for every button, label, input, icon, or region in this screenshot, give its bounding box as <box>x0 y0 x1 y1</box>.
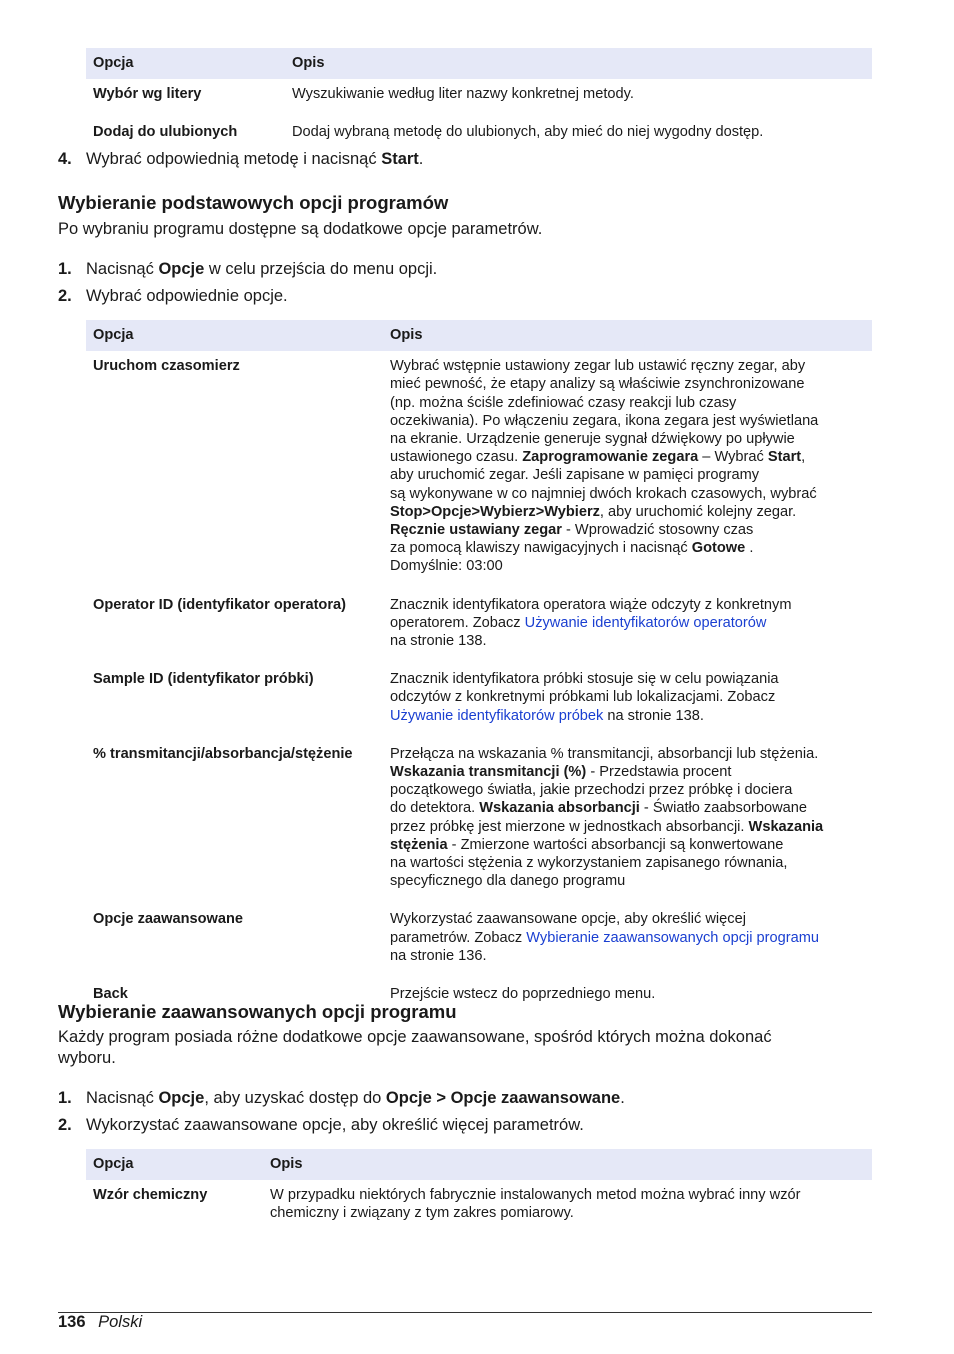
page-number: 136 <box>58 1313 86 1331</box>
link-advanced-options[interactable]: Wybieranie zaawansowanych opcji programu <box>526 929 819 946</box>
option-description: Wykorzystać zaawansowane opcje, aby określić więcej parametrów. Zobacz Wybieranie zaawansowanych opcji programu na stronie 136. <box>390 911 819 964</box>
table-header-option: Opcja <box>86 48 285 79</box>
section-heading: Wybieranie podstawowych opcji programów <box>58 192 449 213</box>
step-text: Wykorzystać zaawansowane opcje, aby określić więcej parametrów. <box>86 1116 584 1134</box>
options-table-1 <box>86 48 872 156</box>
footer-divider <box>58 1312 872 1313</box>
option-description: W przypadku niektórych fabrycznie instalowanych metod można wybrać inny wzór chemiczny i związany z tym zakres pomiarowy. <box>270 1187 801 1222</box>
table-row <box>86 351 872 589</box>
table-row <box>86 79 872 117</box>
section-heading: Wybieranie zaawansowanych opcji programu <box>58 1001 457 1022</box>
table-header-description: Opis <box>285 48 872 79</box>
section-intro: Po wybraniu programu dostępne są dodatkowe opcje parametrów. <box>58 220 543 238</box>
table-row <box>86 904 872 979</box>
option-name: Wzór chemiczny <box>93 1187 208 1204</box>
option-name: Operator ID (identyfikator operatora) <box>93 596 346 613</box>
step-text: Wybrać odpowiednie opcje. <box>86 287 288 305</box>
table-header-description: Opis <box>383 320 872 351</box>
option-name: Opcje zaawansowane <box>93 911 244 928</box>
option-description: Dodaj wybraną metodę do ulubionych, aby mieć do niej wygodny dostęp. <box>292 124 764 141</box>
option-description: Wyszukiwanie według liter nazwy konkretnej metody. <box>292 86 634 103</box>
step-text: Wybrać odpowiednią metodę i nacisnąć Start. <box>86 150 424 168</box>
step-number: 1. <box>58 1089 72 1107</box>
option-description: Znacznik identyfikatora próbki stosuje się w celu powiązania odczytów z konkretnymi próbkami lub lokalizacjami. Zobacz Używanie identyfikatorów próbek na stronie 138. <box>390 671 779 724</box>
option-name: Back <box>93 986 128 1003</box>
step-number: 4. <box>58 150 72 168</box>
table-row <box>86 590 872 665</box>
footer-language: Polski <box>98 1313 143 1331</box>
option-description: Przejście wstecz do poprzedniego menu. <box>390 986 656 1003</box>
link-operator-ids[interactable]: Używanie identyfikatorów operatorów <box>524 614 767 631</box>
option-description: Przełącza na wskazania % transmitancji, absorbancji lub stężenia. Wskazania transmitancji (%) - Przedstawia procent początkowego światła, jakie przechodzi przez próbkę i dociera do detektora. Wskazania absorbancji - Światło zaabsorbowane przez próbkę jest mierzone w jednostkach absorbancji. Wskazania stężenia - Zmierzone wartości absorbancji są konwertowane na wartości stężenia z wykorzystaniem zapisanego równania, specyficznego dla danego programu <box>390 745 824 890</box>
option-name: Wybór wg litery <box>93 86 202 103</box>
table-row <box>86 739 872 905</box>
option-name: Sample ID (identyfikator próbki) <box>93 671 314 688</box>
table-header-description: Opis <box>263 1149 872 1180</box>
options-table-3 <box>86 1149 872 1237</box>
step-text: Nacisnąć Opcje, aby uzyskać dostęp do Opcje > Opcje zaawansowane. <box>86 1089 625 1107</box>
table-row <box>86 1180 872 1236</box>
table-row <box>86 664 872 739</box>
option-description: Znacznik identyfikatora operatora wiąże odczyty z konkretnym operatorem. Zobacz Używanie identyfikatorów operatorów na stronie 138. <box>390 596 792 650</box>
table-header-option: Opcja <box>86 320 383 351</box>
options-table-2 <box>86 320 872 1017</box>
option-name: Uruchom czasomierz <box>93 358 240 375</box>
table-header-option: Opcja <box>86 1149 263 1180</box>
step-text: Nacisnąć Opcje w celu przejścia do menu opcji. <box>86 260 438 278</box>
option-description: Wybrać wstępnie ustawiony zegar lub ustawić ręczny zegar, aby mieć pewność, że etapy analizy są właściwie zsynchronizowane (np. można ściśle zdefiniować czasy reakcji lub czasy oczekiwania). Po włączeniu zegara, ikona zegara jest wyświetlana na ekranie. Urządzenie generuje sygnał dźwiękowy po upływie ustawionego czasu. Zaprogramowanie zegara – Wybrać Start, aby uruchomić zegar. Jeśli zapisane w pamięci programy są wykonywane w co najmniej dwóch krokach czasowych, wybrać Stop>Opcje>Wybierz>Wybierz, aby uruchomić kolejny zegar. Ręcznie ustawiany zegar - Wprowadzić stosowny czas za pomocą klawiszy nawigacyjnych i nacisnąć Gotowe . Domyślnie: 03:00 <box>390 358 819 575</box>
section-intro: Każdy program posiada różne dodatkowe opcje zaawansowane, spośród których można dokonać wyboru. <box>58 1028 772 1067</box>
link-sample-ids[interactable]: Używanie identyfikatorów próbek <box>390 707 604 724</box>
step-number: 1. <box>58 260 72 278</box>
step-number: 2. <box>58 287 72 305</box>
option-name: % transmitancji/absorbancja/stężenie <box>93 745 353 762</box>
option-name: Dodaj do ulubionych <box>93 124 238 141</box>
page-footer <box>58 1313 142 1332</box>
step-number: 2. <box>58 1116 72 1134</box>
